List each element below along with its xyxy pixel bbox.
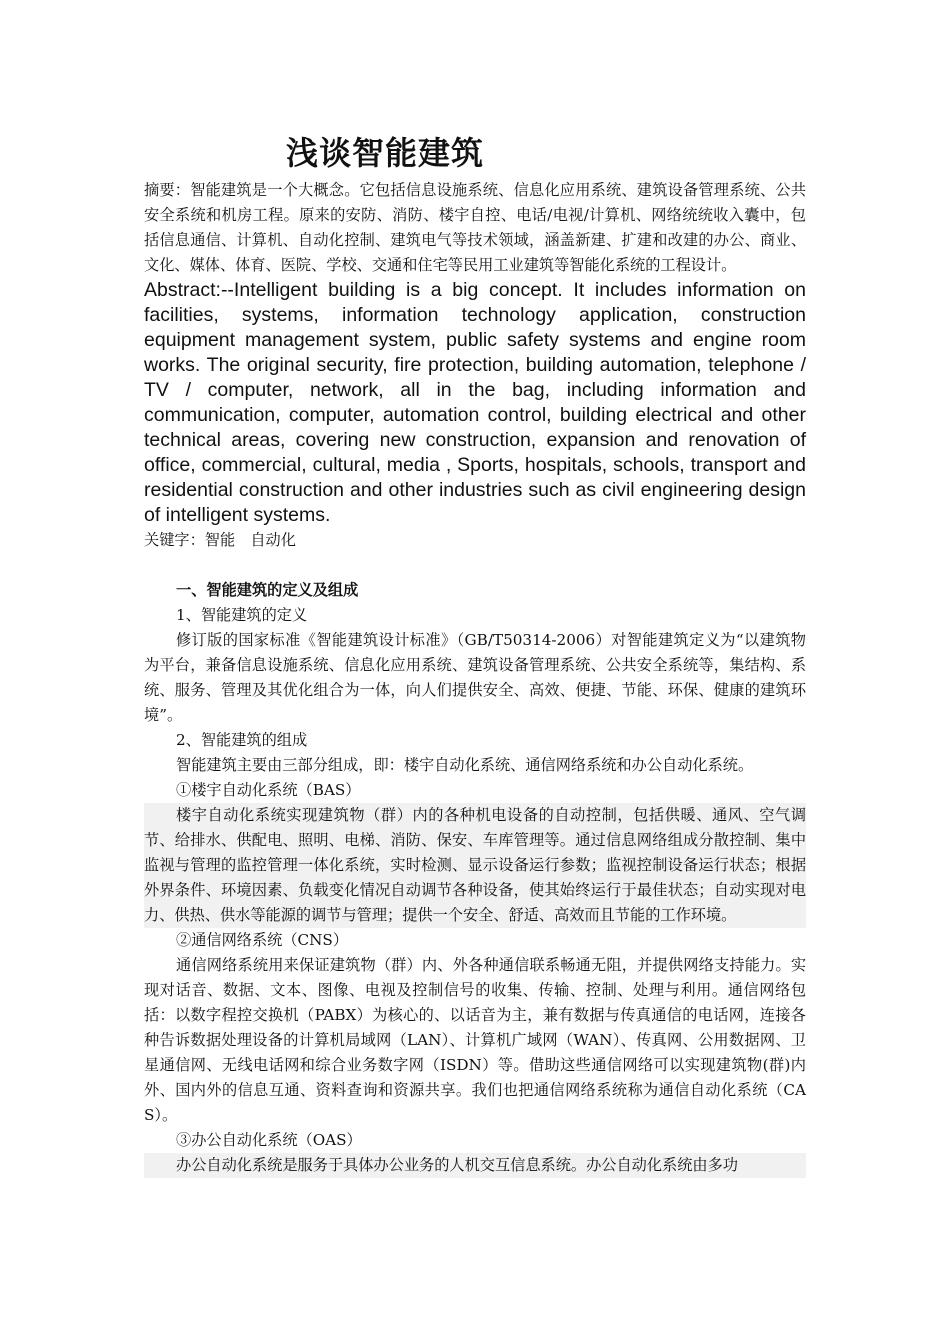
definition-paragraph: 修订版的国家标准《智能建筑设计标准》（GB/T50314-2006）对智能建筑定义为“以建筑物为平台，兼备信息设施系统、信息化应用系统、建筑设备管理系统、公共安全系统等，集结构、系统、服务、管理及其优化组合为一体，向人们提供安全、高效、便捷、节能、环保、健康的建筑环境”。 bbox=[144, 631, 806, 724]
abstract-english: Abstract:--Intelligent building is a big concept. It includes information on facilities, systems, information technology application, construction equipment management system, public safety systems and engine room works. The original security, fire protection, building automation, telephone / TV / computer, network, all in the bag, including information and communication, computer, automation control, building electrical and other technical areas, covering new construction, expansion and renovation of office, commercial, cultural, media , Sports, hospitals, schools, transport and residential construction and other industries such as civil engineering design of intelligent systems. bbox=[144, 279, 806, 526]
bas-heading: ①楼宇自动化系统（BAS） bbox=[176, 781, 361, 799]
abstract-chinese: 摘要：智能建筑是一个大概念。它包括信息设施系统、信息化应用系统、建筑设备管理系统、公共安全系统和机房工程。原来的安防、消防、楼宇自控、电话/电视/计算机、网络统统收入囊中，包括信息通信、计算机、自动化控制、建筑电气等技术领域，涵盖新建、扩建和改建的办公、商业、文化、媒体、体育、医院、学校、交通和住宅等民用工业建筑等智能化系统的工程设计。 bbox=[144, 181, 806, 274]
spacer bbox=[144, 553, 806, 578]
subsection-heading-composition: 2、智能建筑的组成 bbox=[176, 731, 308, 749]
oas-paragraph: 办公自动化系统是服务于具体办公业务的人机交互信息系统。办公自动化系统由多功 bbox=[144, 1153, 806, 1178]
document-page bbox=[144, 128, 806, 1178]
subsection-heading-definition: 1、智能建筑的定义 bbox=[176, 606, 308, 624]
section-heading: 一、智能建筑的定义及组成 bbox=[176, 581, 359, 599]
bas-paragraph: 楼宇自动化系统实现建筑物（群）内的各种机电设备的自动控制，包括供暖、通风、空气调节、给排水、供配电、照明、电梯、消防、保安、车库管理等。通过信息网络组成分散控制、集中监视与管理的监控管理一体化系统，实时检测、显示设备运行参数；监视控制设备运行状态；根据外界条件、环境因素、负载变化情况自动调节各种设备，使其始终运行于最佳状态；自动实现对电力、供热、供水等能源的调节与管理；提供一个安全、舒适、高效而且节能的工作环境。 bbox=[144, 803, 806, 928]
cns-heading: ②通信网络系统（CNS） bbox=[176, 931, 349, 949]
document-title: 浅谈智能建筑 bbox=[286, 134, 485, 172]
cns-paragraph: 通信网络系统用来保证建筑物（群）内、外各种通信联系畅通无阻，并提供网络支持能力。实现对话音、数据、文本、图像、电视及控制信号的收集、传输、控制、处理与利用。通信网络包括：以数字程控交换机（PABX）为核心的、以话音为主，兼有数据与传真通信的电话网，连接各种告诉数据处理设备的计算机局域网（LAN）、计算机广域网（WAN）、传真网、公用数据网、卫星通信网、无线电话网和综合业务数字网（ISDN）等。借助这些通信网络可以实现建筑物(群)内外、国内外的信息互通、资料查询和资源共享。我们也把通信网络系统称为通信自动化系统（CAS）。 bbox=[144, 956, 806, 1124]
keywords: 关键字：智能 自动化 bbox=[144, 531, 296, 549]
composition-paragraph: 智能建筑主要由三部分组成，即：楼宇自动化系统、通信网络系统和办公自动化系统。 bbox=[176, 756, 754, 774]
oas-heading: ③办公自动化系统（OAS） bbox=[176, 1131, 362, 1149]
